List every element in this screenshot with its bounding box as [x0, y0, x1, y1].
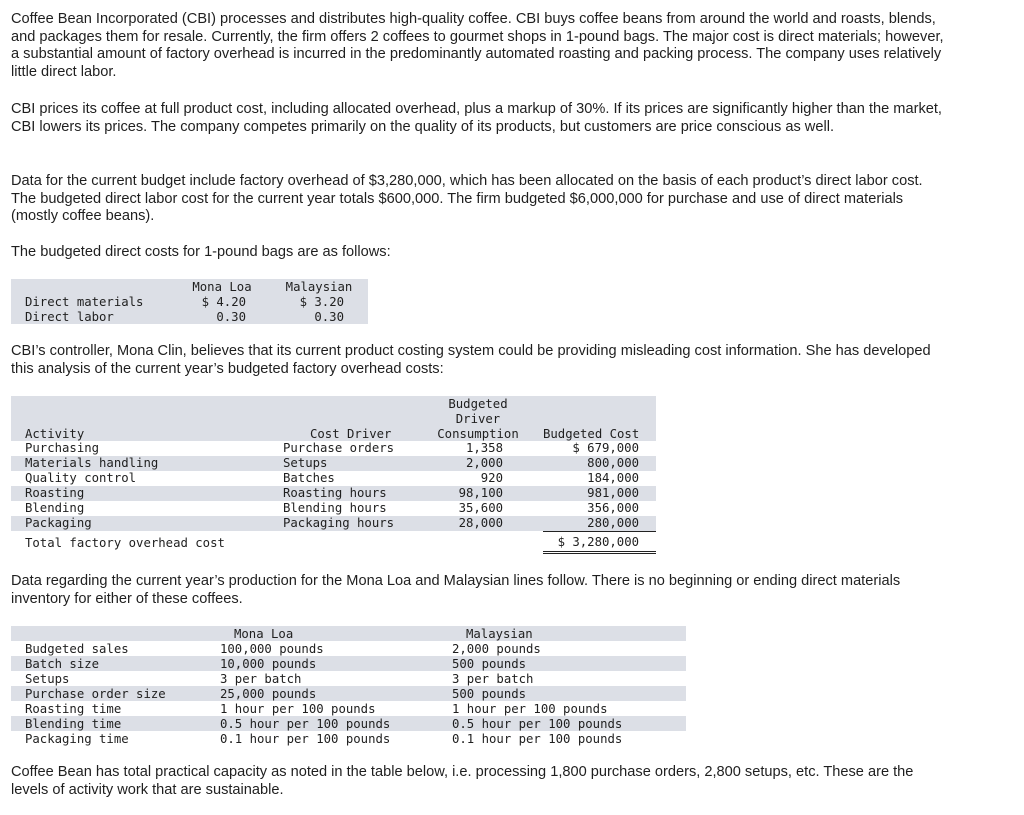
prod-mona: 25,000 pounds — [220, 687, 317, 701]
dc-header-malaysian: Malaysian — [285, 280, 353, 294]
prod-mona: 100,000 pounds — [220, 642, 324, 656]
oh-consumption: 35,600 — [458, 501, 503, 515]
oh-header-consumption-3: Consumption — [437, 427, 519, 441]
oh-consumption: 1,358 — [465, 441, 503, 455]
oh-driver: Packaging hours — [283, 516, 395, 530]
budget-paragraph: Data for the current budget include factory overhead of $3,280,000, which has been allocated on the basis of each product’s direct labor cost. The budgeted direct labor cost for the current year totals $600,000. The firm budgeted $6,000,000 for purchase and use of direct materials (mostly coffee beans). — [11, 173, 923, 224]
prod-mona: 0.1 hour per 100 pounds — [220, 732, 391, 746]
oh-driver: Purchase orders — [283, 441, 395, 455]
prod-malay: 0.5 hour per 100 pounds — [452, 717, 623, 731]
oh-header-cost: Budgeted Cost — [543, 427, 640, 441]
total-double-rule — [543, 553, 656, 554]
total-rule — [543, 551, 656, 552]
oh-driver: Blending hours — [283, 501, 387, 515]
production-paragraph: Data regarding the current year’s production for the Mona Loa and Malaysian lines follow. There is no beginning or ending direct materials inventory for either of these coffees. — [11, 573, 901, 607]
oh-activity: Roasting — [25, 486, 85, 500]
oh-driver: Batches — [283, 471, 335, 485]
prod-header-mona-loa: Mona Loa — [234, 627, 294, 641]
prod-malay: 500 pounds — [452, 657, 527, 671]
prod-mona: 0.5 hour per 100 pounds — [220, 717, 391, 731]
oh-activity: Blending — [25, 501, 85, 515]
oh-consumption: 920 — [480, 471, 503, 485]
dc-row-label: Direct materials — [25, 295, 144, 309]
dc-header-mona-loa: Mona Loa — [192, 280, 252, 294]
dc-row-mona: $ 4.20 — [201, 295, 246, 309]
dc-row-malay: 0.30 — [314, 310, 344, 324]
pricing-paragraph: CBI prices its coffee at full product cost, including allocated overhead, plus a markup of 30%. If its prices are significantly higher than the market, CBI lowers its prices. The company competes primarily on the quality of its products, but customers are price conscious as well. — [11, 101, 942, 135]
prod-label: Purchase order size — [25, 687, 166, 701]
prod-label: Batch size — [25, 657, 100, 671]
oh-cost: $ 679,000 — [572, 441, 639, 455]
dc-row-label: Direct labor — [25, 310, 114, 324]
oh-cost: 356,000 — [587, 501, 639, 515]
oh-total-value: $ 3,280,000 — [557, 535, 639, 549]
controller-paragraph: CBI’s controller, Mona Clin, believes that its current product costing system could be providing misleading cost information. She has developed this analysis of the current year’s budgeted factory overhead costs: — [11, 343, 931, 377]
oh-activity: Materials handling — [25, 456, 159, 470]
oh-driver: Setups — [283, 456, 328, 470]
oh-activity: Quality control — [25, 471, 137, 485]
oh-cost: 981,000 — [587, 486, 639, 500]
oh-total-label: Total factory overhead cost — [25, 536, 225, 550]
prod-label: Roasting time — [25, 702, 122, 716]
oh-cost: 800,000 — [587, 456, 639, 470]
prod-header-malaysian: Malaysian — [466, 627, 533, 641]
oh-consumption: 28,000 — [458, 516, 503, 530]
oh-activity: Purchasing — [25, 441, 100, 455]
prod-malay: 500 pounds — [452, 687, 527, 701]
prod-malay: 3 per batch — [452, 672, 534, 686]
capacity-paragraph: Coffee Bean has total practical capacity as noted in the table below, i.e. processing 1,800 purchase orders, 2,800 setups, etc. These are the levels of activity work that are sustainable. — [11, 764, 914, 798]
oh-consumption: 98,100 — [458, 486, 503, 500]
prod-label: Packaging time — [25, 732, 129, 746]
prod-label: Budgeted sales — [25, 642, 129, 656]
subtotal-rule — [543, 531, 656, 532]
prod-malay: 0.1 hour per 100 pounds — [452, 732, 623, 746]
direct-costs-intro: The budgeted direct costs for 1-pound bags are as follows: — [11, 244, 391, 260]
prod-mona: 3 per batch — [220, 672, 302, 686]
oh-consumption: 2,000 — [465, 456, 503, 470]
prod-malay: 2,000 pounds — [452, 642, 541, 656]
prod-label: Blending time — [25, 717, 122, 731]
oh-cost: 280,000 — [587, 516, 639, 530]
oh-header-consumption-1: Budgeted — [448, 397, 508, 411]
prod-mona: 1 hour per 100 pounds — [220, 702, 376, 716]
prod-label: Setups — [25, 672, 70, 686]
prod-mona: 10,000 pounds — [220, 657, 317, 671]
oh-header-consumption-2: Driver — [455, 412, 501, 426]
oh-activity: Packaging — [25, 516, 92, 530]
dc-row-malay: $ 3.20 — [299, 295, 344, 309]
prod-malay: 1 hour per 100 pounds — [452, 702, 608, 716]
oh-driver: Roasting hours — [283, 486, 387, 500]
oh-header-activity: Activity — [25, 427, 85, 441]
oh-cost: 184,000 — [587, 471, 639, 485]
intro-paragraph: Coffee Bean Incorporated (CBI) processes and distributes high-quality coffee. CBI buys coffee beans from around the world and roasts, blends, and packages them for resale. Currently, the firm offers 2 coffees to gourmet shops in 1-pound bags. The major cost is direct materials; however, a substantial amount of factory overhead is incurred in the predominantly automated roasting and packing process. The company uses relatively little direct labor. — [11, 11, 944, 80]
oh-header-driver: Cost Driver — [310, 427, 392, 441]
dc-row-mona: 0.30 — [216, 310, 246, 324]
